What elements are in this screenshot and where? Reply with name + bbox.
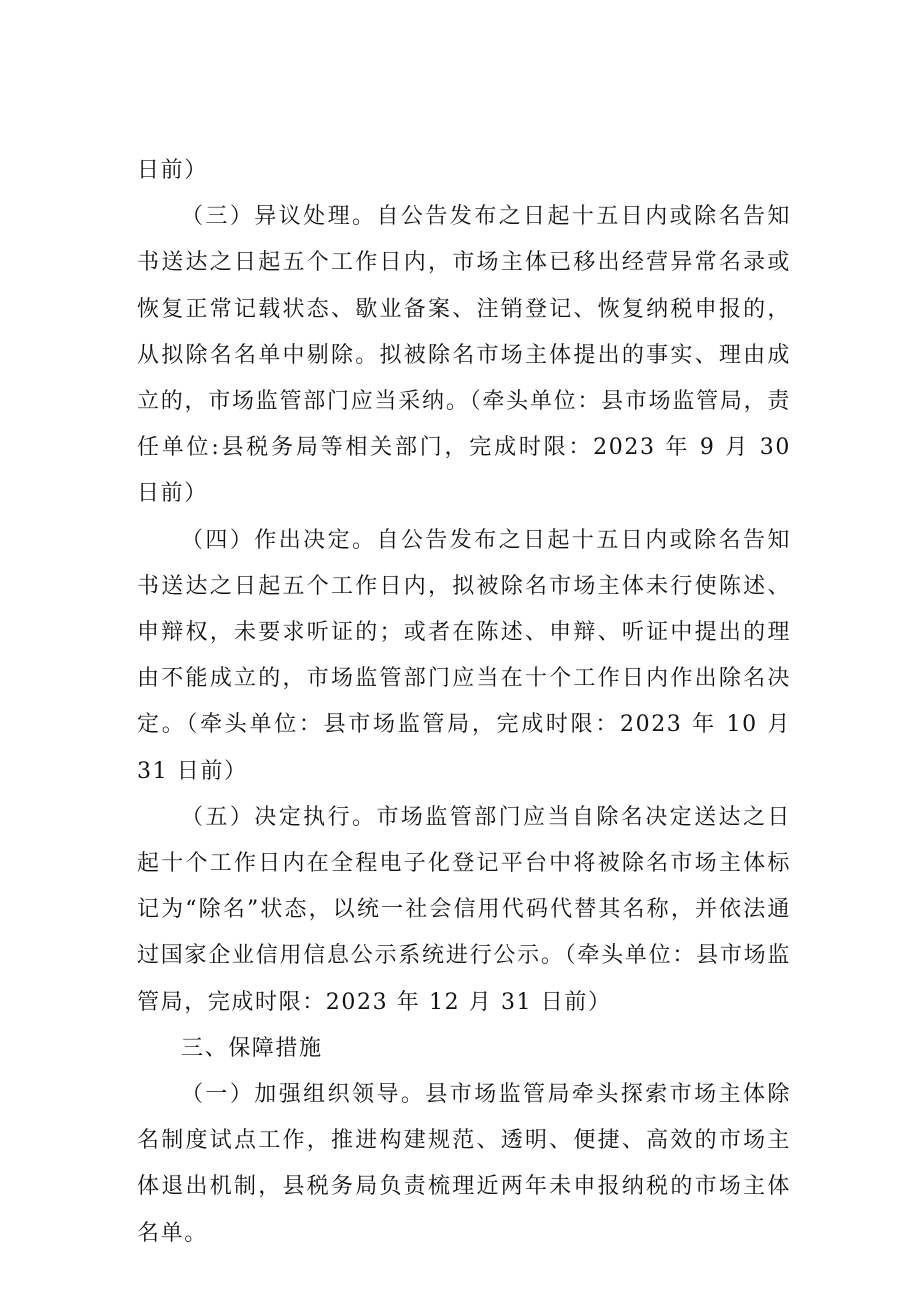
paragraph-continuation: 日前） [137,158,208,183]
paragraph-organization-leadership: （一）加强组织领导。县市场监管局牵头探索市场主体除名制度试点工作，推进构建规范、透明、便捷、高效的市场主体退出机制，县税务局负责梳理近两年未申报纳税的市场主体名单。 [137,1082,791,1246]
paragraph-decision-execution: （五）决定执行。市场监管部门应当自除名决定送达之日起十个工作日内在全程电子化登记平台中将被除名市场主体标记为“除名”状态，以统一社会信用代码代替其名称，并依法通过国家企业信用信息公示系统进行公示。（牵头单位：县市场监管局，完成时限：2023 年 12 月 31 日前） [137,804,791,1015]
document-body [137,148,791,1257]
section-heading-safeguards: 三、保障措施 [181,1035,323,1061]
paragraph-objection-handling: （三）异议处理。自公告发布之日起十五日内或除名告知书送达之日起五个工作日内，市场主体已移出经营异常名录或恢复正常记载状态、歇业备案、注销登记、恢复纳税申报的，从拟除名名单中剔除。拟被除名市场主体提出的事实、理由成立的，市场监管部门应当采纳。（牵头单位：县市场监管局，责任单位:县税务局等相关部门，完成时限：2023 年 9 月 30 日前） [137,204,791,507]
paragraph-make-decision: （四）作出决定。自公告发布之日起十五日内或除名告知书送达之日起五个工作日内，拟被除名市场主体未行使陈述、申辩权，未要求听证的；或者在陈述、申辩、听证中提出的理由不能成立的，市场监管部门应当在十个工作日内作出除名决定。（牵头单位：县市场监管局，完成时限：2023 年 10 月 31 日前） [137,527,791,784]
